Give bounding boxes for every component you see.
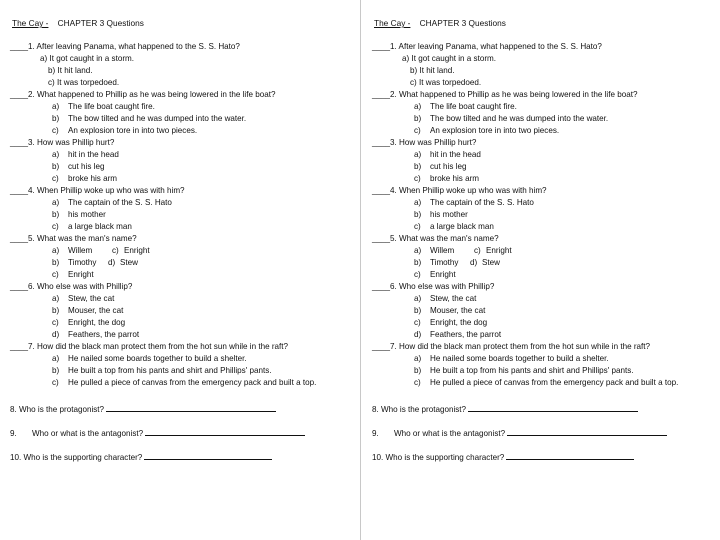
question-4: ____4. When Phillip woke up who was with him? — [372, 186, 547, 195]
question-3-option-b: b) cut his leg — [414, 162, 467, 171]
question-1-option-a: a) It got caught in a storm. — [40, 54, 135, 63]
question-2-option-b: b) The bow tilted and he was dumped into the water. — [414, 114, 609, 123]
chapter-title: CHAPTER 3 Questions — [57, 18, 144, 28]
question-4-option-b: b) his mother — [52, 210, 106, 219]
answer-line[interactable] — [507, 426, 667, 436]
question-3: ____3. How was Phillip hurt? — [372, 138, 477, 147]
question-1: ____1. After leaving Panama, what happened to the S. S. Hato? — [10, 42, 240, 51]
question-6-option-b: b) Mouser, the cat — [414, 306, 486, 315]
worksheet-title — [374, 17, 506, 29]
question-8: 8. Who is the protagonist? — [10, 402, 362, 414]
question-7-option-a: a) He nailed some boards together to build a shelter. — [414, 354, 609, 363]
question-6-option-c: c) Enright, the dog — [52, 318, 126, 327]
multiple-choice-section — [372, 41, 720, 389]
worksheet-title — [12, 17, 144, 29]
question-3-option-a: a) hit in the head — [52, 150, 119, 159]
question-4-option-a: a) The captain of the S. S. Hato — [414, 198, 534, 207]
question-5-options-row-3: c) Enright — [52, 270, 94, 279]
question-4-option-a: a) The captain of the S. S. Hato — [52, 198, 172, 207]
question-4-option-c: c) a large black man — [52, 222, 132, 231]
question-7: ____7. How did the black man protect them from the hot sun while in the raft? — [372, 342, 651, 351]
question-1: ____1. After leaving Panama, what happened to the S. S. Hato? — [372, 42, 602, 51]
question-3-option-c: c) broke his arm — [414, 174, 480, 183]
question-6: ____6. Who else was with Phillip? — [10, 282, 133, 291]
answer-line[interactable] — [144, 450, 272, 460]
question-5: ____5. What was the man's name? — [10, 234, 137, 243]
multiple-choice-section — [10, 41, 362, 389]
question-2-option-a: a) The life boat caught fire. — [414, 102, 517, 111]
question-3-option-a: a) hit in the head — [414, 150, 481, 159]
question-6-option-d: d) Feathers, the parrot — [52, 330, 140, 339]
question-3-option-c: c) broke his arm — [52, 174, 118, 183]
question-2-option-c: c) An explosion tore in into two pieces. — [414, 126, 560, 135]
question-9: 9. Who or what is the antagonist? — [372, 426, 720, 438]
question-2-option-c: c) An explosion tore in into two pieces. — [52, 126, 198, 135]
question-5-options-row-1: a) Willem c) Enright — [52, 246, 150, 255]
question-6-option-d: d) Feathers, the parrot — [414, 330, 502, 339]
question-4-option-c: c) a large black man — [414, 222, 494, 231]
question-3-option-b: b) cut his leg — [52, 162, 105, 171]
question-9: 9. Who or what is the antagonist? — [10, 426, 362, 438]
question-7-option-b: b) He built a top from his pants and shirt and Phillips' pants. — [414, 366, 634, 375]
question-8: 8. Who is the protagonist? — [372, 402, 720, 414]
answer-line[interactable] — [145, 426, 305, 436]
question-7-option-c: c) He pulled a piece of canvas from the emergency pack and built a top. — [52, 378, 317, 387]
question-2: ____2. What happened to Phillip as he was being lowered in the life boat? — [10, 90, 276, 99]
question-2: ____2. What happened to Phillip as he was being lowered in the life boat? — [372, 90, 638, 99]
question-3: ____3. How was Phillip hurt? — [10, 138, 115, 147]
answer-line[interactable] — [468, 402, 638, 412]
question-7-option-c: c) He pulled a piece of canvas from the emergency pack and built a top. — [414, 378, 679, 387]
answer-line[interactable] — [106, 402, 276, 412]
question-5: ____5. What was the man's name? — [372, 234, 499, 243]
book-title: The Cay - — [374, 18, 411, 28]
worksheet-copy-left — [10, 0, 362, 540]
question-6-option-a: a) Stew, the cat — [52, 294, 115, 303]
question-1-option-c: c) It was torpedoed. — [48, 78, 120, 87]
answer-line[interactable] — [506, 450, 634, 460]
question-5-options-row-2: b) Timothy d) Stew — [52, 258, 138, 267]
question-10: 10. Who is the supporting character? — [372, 450, 720, 462]
worksheet-copy-right — [372, 0, 720, 540]
question-4-option-b: b) his mother — [414, 210, 468, 219]
question-7-option-a: a) He nailed some boards together to build a shelter. — [52, 354, 247, 363]
question-2-option-a: a) The life boat caught fire. — [52, 102, 155, 111]
question-6: ____6. Who else was with Phillip? — [372, 282, 495, 291]
question-6-option-b: b) Mouser, the cat — [52, 306, 124, 315]
question-7-option-b: b) He built a top from his pants and shirt and Phillips' pants. — [52, 366, 272, 375]
question-1-option-a: a) It got caught in a storm. — [402, 54, 497, 63]
chapter-title: CHAPTER 3 Questions — [419, 18, 506, 28]
question-5-options-row-1: a) Willem c) Enright — [414, 246, 512, 255]
question-2-option-b: b) The bow tilted and he was dumped into the water. — [52, 114, 247, 123]
question-1-option-b: b) It hit land. — [410, 66, 455, 75]
question-7: ____7. How did the black man protect them from the hot sun while in the raft? — [10, 342, 289, 351]
question-5-options-row-3: c) Enright — [414, 270, 456, 279]
question-4: ____4. When Phillip woke up who was with him? — [10, 186, 185, 195]
question-6-option-c: c) Enright, the dog — [414, 318, 488, 327]
question-6-option-a: a) Stew, the cat — [414, 294, 477, 303]
question-1-option-c: c) It was torpedoed. — [410, 78, 482, 87]
question-1-option-b: b) It hit land. — [48, 66, 93, 75]
question-5-options-row-2: b) Timothy d) Stew — [414, 258, 500, 267]
book-title: The Cay - — [12, 18, 49, 28]
question-10: 10. Who is the supporting character? — [10, 450, 362, 462]
